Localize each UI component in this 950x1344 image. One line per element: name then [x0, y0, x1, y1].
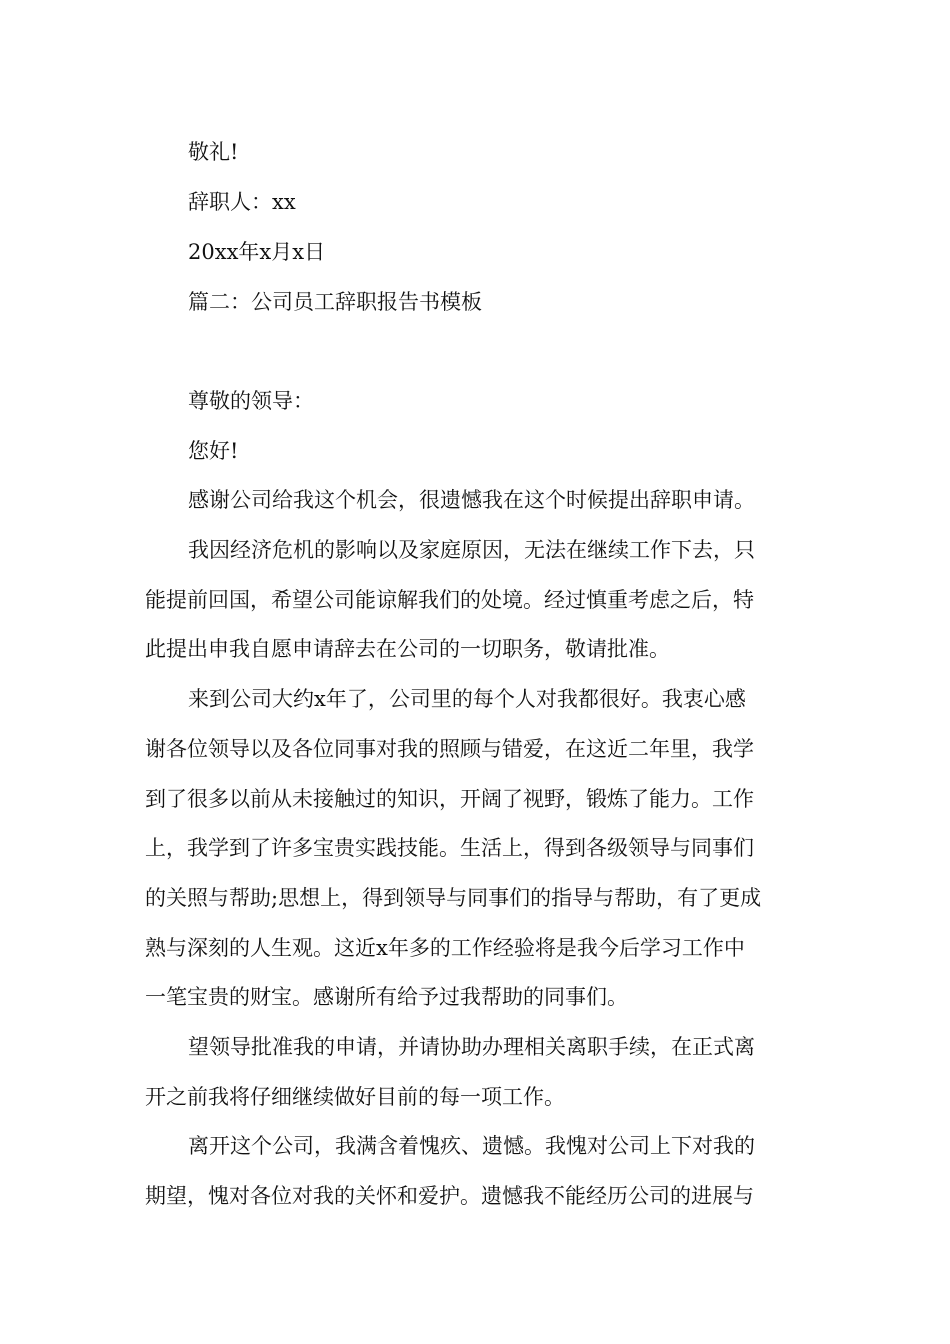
greeting: 尊敬的领导：	[188, 389, 314, 413]
section-title: 篇二：公司员工辞职报告书模板	[188, 290, 482, 314]
paragraph-line: 离开这个公司，我满含着愧疚、遗憾。我愧对公司上下对我的	[188, 1134, 755, 1158]
closing-date: 20xx年x月x日	[188, 240, 326, 264]
paragraph-line: 我因经济危机的影响以及家庭原因，无法在继续工作下去，只	[188, 538, 755, 562]
paragraph-line: 的关照与帮助;思想上，得到领导与同事们的指导与帮助，有了更成	[145, 886, 762, 910]
paragraph-line: 一笔宝贵的财宝。感谢所有给予过我帮助的同事们。	[145, 985, 628, 1009]
paragraph-line: 感谢公司给我这个机会，很遗憾我在这个时候提出辞职申请。	[188, 488, 755, 512]
closing-signer: 辞职人：xx	[188, 190, 296, 214]
paragraph-line: 能提前回国，希望公司能谅解我们的处境。经过慎重考虑之后，特	[145, 588, 754, 612]
paragraph-line: 开之前我将仔细继续做好目前的每一项工作。	[145, 1085, 565, 1109]
hello: 您好!	[188, 439, 239, 463]
paragraph-line: 谢各位领导以及各位同事对我的照顾与错爱，在这近二年里，我学	[145, 737, 754, 761]
paragraph-line: 到了很多以前从未接触过的知识，开阔了视野，锻炼了能力。工作	[145, 787, 754, 811]
paragraph-line: 此提出申我自愿申请辞去在公司的一切职务，敬请批准。	[145, 637, 670, 661]
paragraph-line: 熟与深刻的人生观。这近x年多的工作经验将是我今后学习工作中	[145, 936, 745, 960]
paragraph-line: 期望，愧对各位对我的关怀和爱护。遗憾我不能经历公司的进展与	[145, 1184, 754, 1208]
paragraph-line: 上，我学到了许多宝贵实践技能。生活上，得到各级领导与同事们	[145, 836, 754, 860]
paragraph-line: 来到公司大约x年了，公司里的每个人对我都很好。我衷心感	[188, 687, 746, 711]
closing-salute: 敬礼!	[188, 140, 239, 164]
paragraph-line: 望领导批准我的申请，并请协助办理相关离职手续，在正式离	[188, 1035, 755, 1059]
